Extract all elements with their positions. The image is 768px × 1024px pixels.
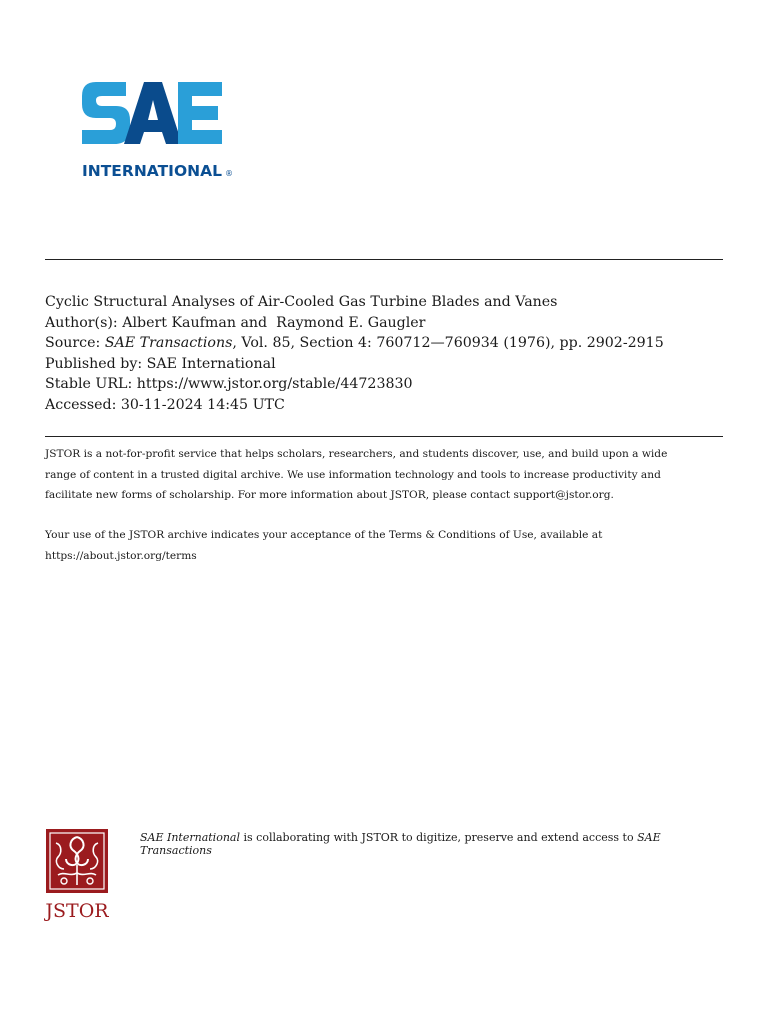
sae-logo-graphic bbox=[78, 78, 238, 182]
top-divider bbox=[45, 259, 723, 260]
source-journal: SAE Transactions bbox=[104, 335, 233, 352]
authors-label: Author(s): bbox=[45, 314, 118, 331]
collaboration-statement bbox=[140, 832, 700, 857]
stable-url-label: Stable URL: bbox=[45, 376, 133, 393]
publisher-value: SAE International bbox=[146, 355, 276, 372]
authors-value: Albert Kaufman and Raymond E. Gaugler bbox=[122, 314, 426, 331]
article-title: Cyclic Structural Analyses of Air-Cooled Gas Turbine Blades and Vanes bbox=[45, 294, 558, 310]
accessed-label: Accessed: bbox=[45, 396, 117, 413]
collab-journal: SAE Transactions bbox=[140, 831, 661, 857]
stable-url-line bbox=[45, 374, 735, 395]
terms-notice bbox=[45, 525, 735, 566]
collab-publisher: SAE International bbox=[140, 831, 240, 844]
sae-logo bbox=[78, 78, 238, 182]
publisher-label: Published by: bbox=[45, 355, 143, 372]
terms-link[interactable]: https://about.jstor.org/terms bbox=[45, 549, 197, 562]
sae-logo-registered-mark: ® bbox=[225, 169, 233, 178]
jstor-logo-graphic bbox=[44, 829, 110, 921]
citation-block bbox=[45, 292, 735, 416]
accessed-value: 30-11-2024 14:45 UTC bbox=[120, 396, 285, 413]
stable-url-link[interactable]: https://www.jstor.org/stable/44723830 bbox=[136, 376, 413, 393]
authors-line bbox=[45, 313, 735, 334]
terms-line: Your use of the JSTOR archive indicates your acceptance of the Terms & Conditions of Use, available at bbox=[45, 529, 603, 541]
jstor-notice bbox=[45, 444, 735, 506]
collab-text: is collaborating with JSTOR to digitize, preserve and extend access to bbox=[240, 831, 638, 844]
notice-line: JSTOR is a not-for-profit service that helps scholars, researchers, and students discover, use, and build upon a wide bbox=[45, 448, 668, 460]
source-line bbox=[45, 333, 735, 354]
source-details: , Vol. 85, Section 4: 760712—760934 (1976), pp. 2902-2915 bbox=[232, 335, 664, 352]
middle-divider bbox=[45, 436, 723, 437]
notice-line: facilitate new forms of scholarship. For more information about JSTOR, please contact support@jstor.org. bbox=[45, 489, 614, 501]
publisher-line bbox=[45, 354, 735, 375]
source-label: Source: bbox=[45, 335, 101, 352]
jstor-logo-text: JSTOR bbox=[45, 900, 109, 921]
accessed-line bbox=[45, 395, 735, 416]
notice-line: range of content in a trusted digital archive. We use information technology and tools to increase productivity and bbox=[45, 468, 661, 481]
jstor-logo bbox=[44, 829, 110, 921]
sae-logo-subtitle: INTERNATIONAL bbox=[82, 162, 222, 180]
